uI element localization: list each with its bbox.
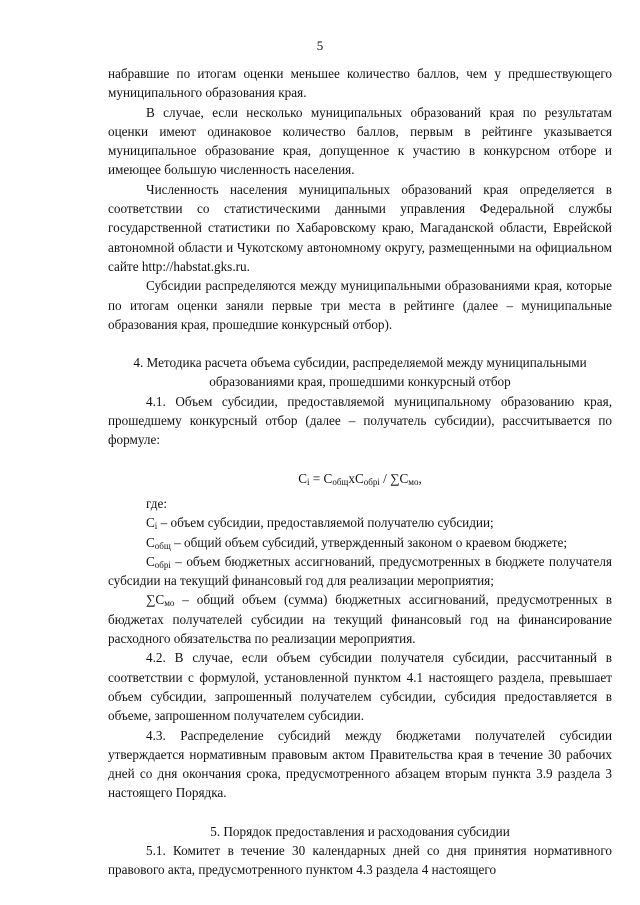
paragraph-4-3: 4.3. Распределение субсидий между бюджетами получателей субсидии утверждается нормативным правовым актом Правительства края в течение 30 рабочих дней со дня окончания срока, предусмотренного абзацем вторым пункта 3.9 раздела 3 настоящего Порядка. bbox=[108, 727, 612, 801]
paragraph-distribution: Субсидии распределяются между муниципальными образованиями края, которые по итогам оценки заняли первые три места в рейтинге (далее – муниципальные образования края, прошедшие конкурсный отбор). bbox=[108, 278, 612, 332]
subsidy-formula: $C_i = C_{общ}xC_{обрi} / \sum C_{мо}$, bbox=[298, 470, 422, 487]
paragraph-ranking-ties: В случае, если несколько муниципальных образований края по результатам оценки имеют одинаковое количество баллов, первым в рейтинге указывается муниципальное образование края, допущенное к участию в конкурсном отборе и имеющее большую численность населения. bbox=[108, 104, 612, 178]
definition-ci: $C_i$ – объем субсидии, предоставляемой получателю субсидии; bbox=[146, 515, 494, 532]
definition-cobsh: $C_{общ}$ – общий объем субсидий, утвержденный законом о краевом бюджете; bbox=[146, 534, 568, 551]
definition-sum-cmo: $\sum C_{мо}$ – общий объем (сумма) бюджетных ассигнований, предусмотренных в бюджетах получателей субсидии на текущий финансовый год на финансирование расходного обязательства по реализации мероприятия. bbox=[108, 592, 612, 647]
page-number: 5 bbox=[316, 38, 324, 53]
paragraph-continuation: набравшие по итогам оценки меньшее количество баллов, чем у предшествующего муниципального образования края. bbox=[108, 66, 612, 101]
definition-cobri: $C_{обрi}$ – объем бюджетных ассигнований, предусмотренных в бюджете получателя субсидии на текущий финансовый год для реализации мероприятия; bbox=[108, 553, 612, 589]
where-label: где: bbox=[146, 495, 167, 511]
paragraph-4-2: 4.2. В случае, если объем субсидии получателя субсидии, рассчитанный в соответствии с формулой, установленной пунктом 4.1 настоящего раздела, превышает объем субсидии, запрошенный получателем субсидии, субсидия предоставляется в объеме, запрошенном получателем субсидии. bbox=[108, 650, 612, 724]
paragraph-5-1: 5.1. Комитет в течение 30 календарных дней со дня принятия нормативного правового акта, предусмотренного пунктом 4.3 раздела 4 настоящего bbox=[108, 842, 612, 878]
paragraph-4-1: 4.1. Объем субсидии, предоставляемой муниципальному образованию края, прошедшему конкурсный отбор (далее – получатель субсидии), рассчитывается по формуле: bbox=[108, 393, 612, 448]
section-5-heading: 5. Порядок предоставления и расходования субсидии bbox=[210, 823, 510, 839]
paragraph-population: Численность населения муниципальных образований края определяется в соответствии со статистическими данными управления Федеральной службы государственной статистики по Хабаровскому краю, Магаданской области, Еврейской автономной области и Чукотскому автономному округу, размещенными на официальном сайте http://habstat.gks.ru. bbox=[108, 181, 612, 274]
section-4-heading: 4. Методика расчета объема субсидии, распределяемой между муниципальными образованиями края, прошедшими конкурсный отбор bbox=[133, 355, 587, 390]
document-body bbox=[108, 64, 612, 880]
